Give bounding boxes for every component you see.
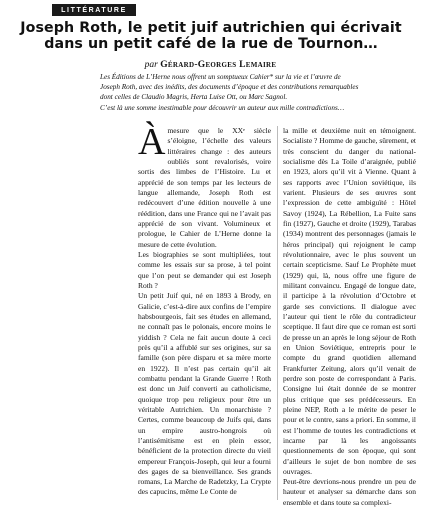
intro-paragraph: C’est là une somme inestimable pour découvrir un auteur aux mille contradictions… bbox=[100, 103, 345, 112]
article-intro bbox=[100, 72, 362, 113]
body-paragraph: Un petit Juif qui, né en 1893 à Brody, en Galicie, c’est-à-dire aux confins de l’empire habsbourgeois, fait ses études en allemand, ne connaît pas le polonais, encore moins le yiddish ? Cela ne fait aucun doute à ceci près qu’il a affublé sur ses origines, sur sa famille (son père disparu et sa mère morte en 1922). Il n’est pas certain qu’il ait combattu pendant la Grande Guerre ! Roth est donc un Juif converti au catholicisme, quoique trop peu religieux pour être un véritable Autrichien. Un monarchiste ? Certes, comme beaucoup de Juifs qui, dans un empire austro-hongrois où l’antisémitisme est en plein essor, bénéficient de la protection directe du vieil empereur François-Joseph, qui leur a fourni des gages de sa bienveillance. Ses grands romans, La Marche de Radetzky, La Crypte des capucins, même Le Conte de bbox=[138, 291, 271, 497]
body-column-right bbox=[283, 126, 416, 508]
author-name: Gérard-Georges Lemaire bbox=[160, 60, 277, 70]
body-paragraph: la mille et deuxième nuit en témoignent. Socialiste ? Homme de gauche, sûrement, et très conscient du danger du national-socialisme dès La Toile d’araignée, publié en 1923, alors qu’il vit à Vienne. Quant à ses rapports avec l’Union soviétique, ils varient. Plusieurs de ses œuvres sont l’expression de cette ambiguïté : Hôtel Savoy (1924), La Rébellion, La Fuite sans fin (1927), Gauche et droite (1929), Tarabas (1934) montrent des personnages (jamais le héros principal) qui rejoignent le camp révolutionnaire, avec le plus souvent un certain scepticisme. Sauf Le Prophète muet (1929) qui, là, nous offre une figure de militant convaincu. Engagé de longue date, il participe à la révolution d’Octobre et garde ses convictions. Il dialogue avec l’auteur qui tient le rôle du contradicteur sceptique. Il faut dire que ce roman est sorti de presse un an après le long séjour de Roth en Union Soviétique, entrepris pour le compte du grand quotidien allemand Frankfurter Zeitung, alors qu’il venait de perdre son poste de correspondant à Paris. Consigne lui était donnée de se montrer plus critique que ses prédécesseurs. En pleine NEP, Roth a le mérite de peser le pour et le contre, sans a priori. En somme, il est l’homme de toutes les contradictions et incarne par là les angoissants questionnements de son époque, qui sont d’ailleurs le sujet de bon nombre de ses ouvrages. bbox=[283, 126, 416, 476]
body-paragraph-text: mesure que le XXᵉ siècle s’éloigne, l’échelle des valeurs littéraires change : des auteurs oubliés sont revalorisés, voire sortis des limbes de l’Histoire. Lu et apprécié de son temps par les lecteurs de langue allemande, Joseph Roth est redécouvert d’une édition nouvelle à une réédition, dans une France qui ne l’avait pas apprécié de son vivant. Volumineux et prologue, le Cahier de L’Herne donne la mesure de cette évolution. bbox=[138, 126, 271, 249]
body-column-left bbox=[138, 121, 271, 498]
byline bbox=[0, 59, 421, 71]
body-paragraph: Peut-être devrions-nous prendre un peu de hauteur et analyser sa démarche dans son ensemble et dans toute sa complexi- bbox=[283, 477, 416, 507]
drop-cap: À bbox=[138, 121, 166, 163]
article-headline: Joseph Roth, le petit juif autrichien qui écrivait dans un petit café de la rue de Tournon… bbox=[20, 20, 402, 52]
body-paragraph bbox=[138, 121, 271, 250]
body-paragraph: Les biographies se sont multipliées, tout comme les essais sur sa prose, à tel point que l’on peut se demander qui est Joseph Roth ? bbox=[138, 249, 271, 290]
section-label: LITTÉRATURE bbox=[52, 4, 136, 16]
byline-prefix: par bbox=[144, 60, 158, 70]
column-divider bbox=[277, 126, 278, 500]
intro-paragraph: Les Éditions de L’Herne nous offrent un somptueux Cahier* sur la vie et l’œuvre de Joseph Roth, avec des inédits, des documents d’époque et des contributions remarquables dont celles de Claudio Magris, Herta Luise Ott, ou Marc Sagnol. bbox=[100, 73, 359, 102]
